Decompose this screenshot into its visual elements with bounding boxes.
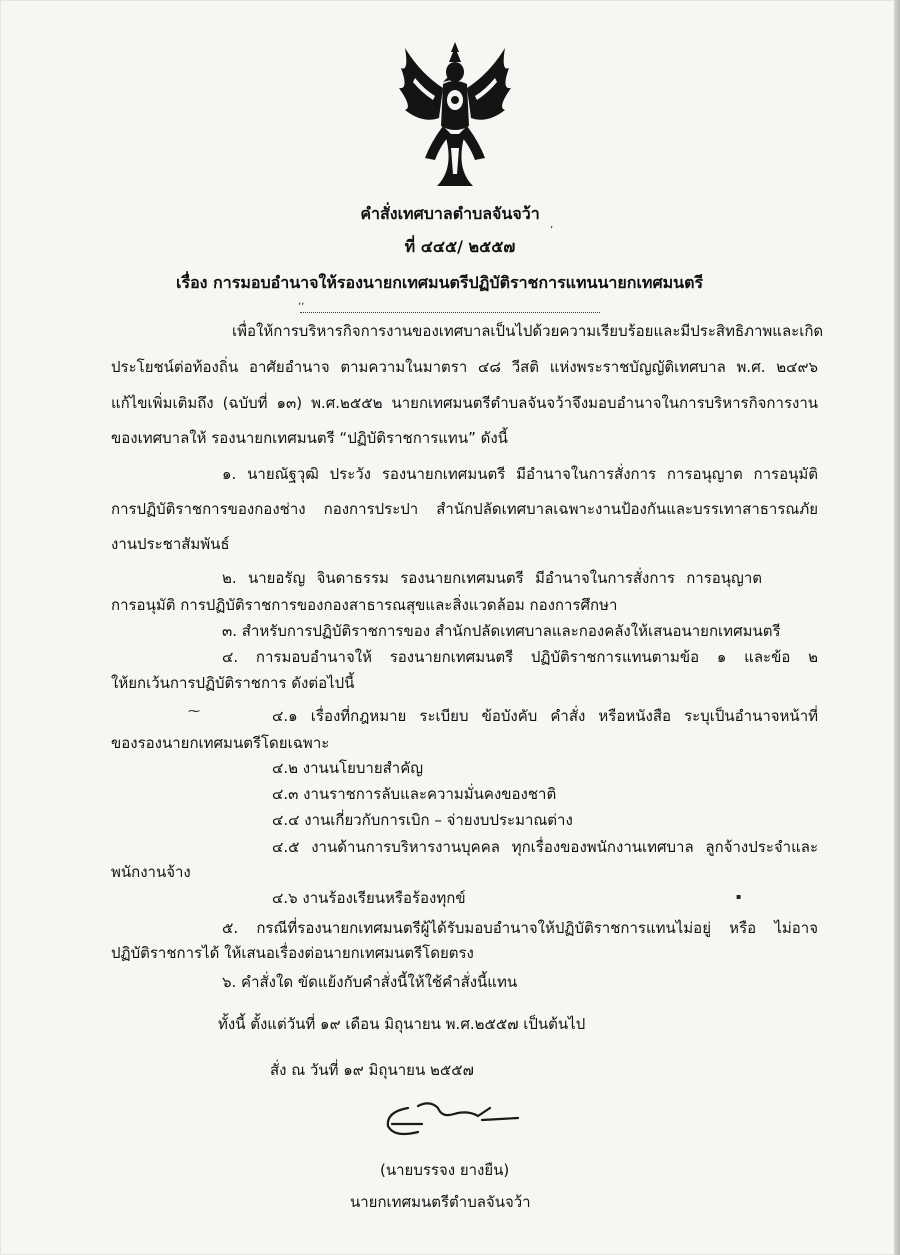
separator-line (300, 312, 600, 313)
item-5-line-1: ๕. กรณีที่รองนายกเทศมนตรีผู้ได้รับมอบอำนาจให้ปฏิบัติราชการแทนไม่อยู่ หรือ ไม่อาจ (222, 919, 818, 937)
signed-date: สั่ง ณ วันที่ ๑๙ มิถุนายน ๒๕๕๗ (270, 1061, 474, 1079)
item-4-4: ๔.๔ งานเกี่ยวกับการเบิก – จ่ายงบประมาณต่าง (272, 811, 573, 829)
item-1-line-2: การปฏิบัติราชการของกองช่าง กองการประปา สำนักปลัดเทศบาลเฉพาะงานป้องกันและบรรเทาสาธารณภัย (111, 500, 818, 518)
scan-mark: ,, (298, 296, 305, 307)
order-number: ที่ ๔๔๕/ ๒๕๕๗ (404, 237, 516, 256)
item-4-line-1: ๔. การมอบอำนาจให้ รองนายกเทศมนตรี ปฏิบัติราชการแทนตามข้อ ๑ และข้อ ๒ (222, 648, 818, 666)
item-1-line-1: ๑. นายณัฐวุฒิ ประวัง รองนายกเทศมนตรี มีอำนาจในการสั่งการ การอนุญาต การอนุมัติ (222, 465, 818, 483)
item-5-line-2: ปฏิบัติราชการได้ ให้เสนอเรื่องต่อนายกเทศมนตรีโดยตรง (111, 944, 474, 962)
intro-line-3: แก้ไขเพิ่มเติมถึง (ฉบับที่ ๑๓) พ.ศ.๒๕๕๒ นายกเทศมนตรีตำบลจันจว้าจึงมอบอำนาจในการบริหารกิจการงาน (111, 394, 818, 412)
item-4-5-line-1: ๔.๕ งานด้านการบริหารงานบุคคล ทุกเรื่องของพนักงานเทศบาล ลูกจ้างประจำและ (272, 838, 818, 856)
item-4-line-2: ให้ยกเว้นการปฏิบัติราชการ ดังต่อไปนี้ (111, 674, 355, 692)
intro-line-4: ของเทศบาลให้ รองนายกเทศมนตรี “ปฏิบัติราชการแทน” ดังนี้ (111, 429, 508, 447)
item-4-5-line-2: พนักงานจ้าง (111, 863, 191, 881)
garuda-emblem-icon (395, 38, 515, 188)
intro-line-1: เพื่อให้การบริหารกิจการงานของเทศบาลเป็นไปด้วยความเรียบร้อยและมีประสิทธิภาพและเกิด (232, 322, 824, 340)
scan-mark: ’ (550, 225, 554, 236)
order-title: คำสั่งเทศบาลตำบลจันจว้า (360, 204, 540, 223)
item-4-3: ๔.๓ งานราชการลับและความมั่นคงของชาติ (272, 785, 557, 803)
item-2-line-2: การอนุมัติ การปฏิบัติราชการของกองสาธารณสุขและสิ่งแวดล้อม กองการศึกษา (111, 596, 618, 614)
scan-mark: ⁓ (188, 704, 200, 718)
item-1-line-3: งานประชาสัมพันธ์ (111, 535, 230, 553)
signature-icon (378, 1094, 528, 1144)
item-4-1-line-2: ของรองนายกเทศมนตรีโดยเฉพาะ (111, 734, 330, 752)
item-4-2: ๔.๒ งานนโยบายสำคัญ (272, 759, 424, 777)
item-6: ๖. คำสั่งใด ขัดแย้งกับคำสั่งนี้ให้ใช้คำสั่งนี้แทน (222, 973, 518, 991)
scan-mark: ▪ (736, 892, 742, 901)
signatory-position: นายกเทศมนตรีตำบลจันจว้า (350, 1193, 531, 1211)
signatory-name: (นายบรรจง ยางยืน) (380, 1161, 510, 1179)
item-3: ๓. สำหรับการปฏิบัติราชการของ สำนักปลัดเทศบาลและกองคลังให้เสนอนายกเทศมนตรี (222, 622, 781, 640)
item-2-line-1: ๒. นายอรัญ จินดาธรรม รองนายกเทศมนตรี มีอำนาจในการสั่งการ การอนุญาต (222, 569, 762, 587)
subject-line: เรื่อง การมอบอำนาจให้รองนายกเทศมนตรีปฏิบัติราชการแทนนายกเทศมนตรี (176, 273, 704, 292)
effective-date: ทั้งนี้ ตั้งแต่วันที่ ๑๙ เดือน มิถุนายน พ.ศ.๒๕๕๗ เป็นต้นไป (218, 1015, 586, 1033)
item-4-6: ๔.๖ งานร้องเรียนหรือร้องทุกข์ (272, 889, 466, 907)
item-4-1-line-1: ๔.๑ เรื่องที่กฎหมาย ระเบียบ ข้อบังคับ คำสั่ง หรือหนังสือ ระบุเป็นอำนาจหน้าที่ (272, 707, 818, 725)
intro-line-2: ประโยชน์ต่อท้องถิ่น อาศัยอำนาจ ตามความในมาตรา ๔๘ วีสติ แห่งพระราชบัญญัติเทศบาล พ.ศ. ๒๔๙๖ (111, 358, 818, 376)
scan-edge (894, 0, 900, 1255)
